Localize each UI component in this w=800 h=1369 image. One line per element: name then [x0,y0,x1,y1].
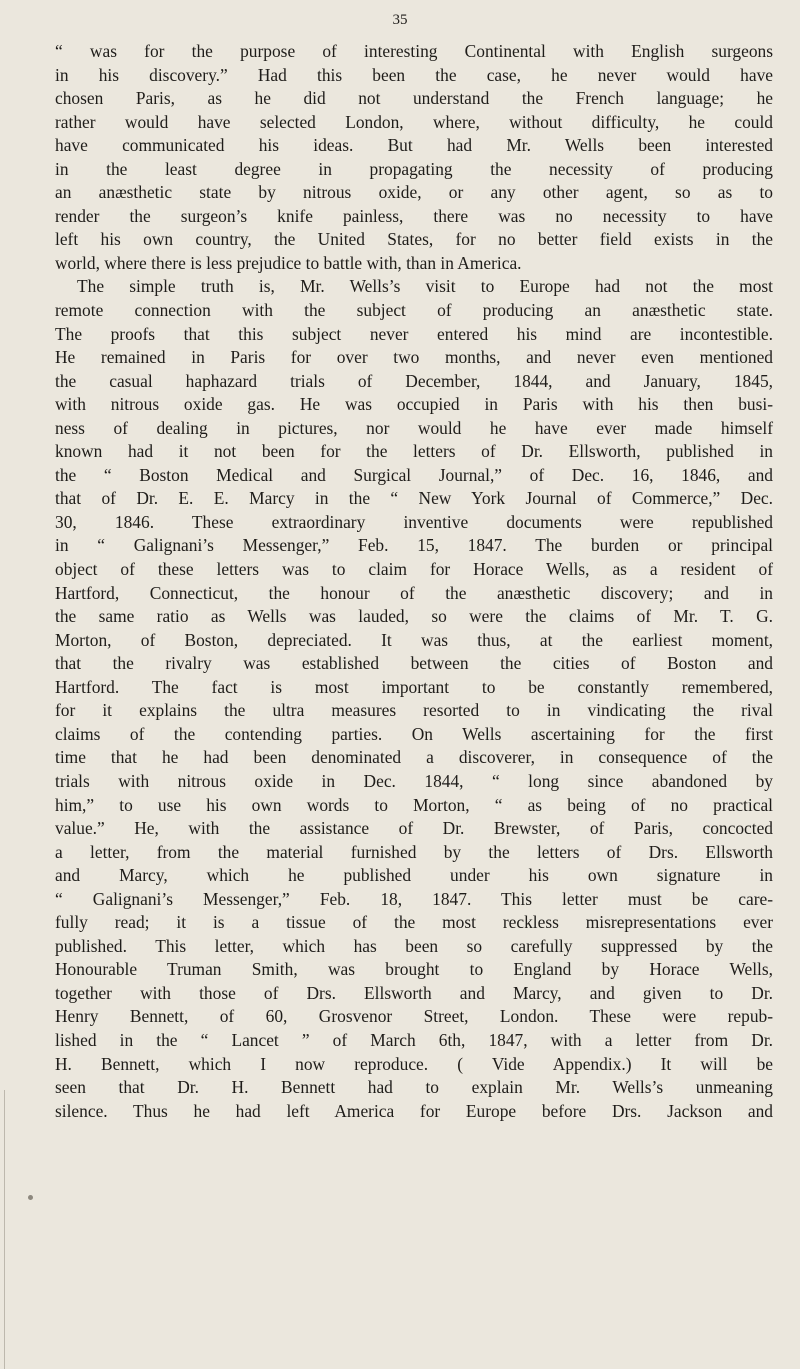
text-line: Hartford. The fact is most important to be constantly remembered, [55,676,773,697]
text-line: lished in the “ Lancet ” of March 6th, 1847, with a letter from Dr. [55,1029,773,1050]
text-line: that the rivalry was established between the cities of Boston and [55,653,773,674]
text-line: in his discovery.” Had this been the case, he never would have [55,64,773,85]
text-line: “ was for the purpose of interesting Continental with English surgeons [55,41,773,61]
text-line: and Marcy, which he published under his own signature in [55,865,773,886]
text-line: value.” He, with the assistance of Dr. Brewster, of Paris, concocted [55,818,773,839]
text-line: remote connection with the subject of producing an anæsthetic state. [55,300,773,321]
text-line: him,” to use his own words to Morton, “ as being of no practical [55,794,773,815]
text-line: fully read; it is a tissue of the most reckless misrepresentations ever [55,912,773,933]
text-line: trials with nitrous oxide in Dec. 1844, “ long since abandoned by [55,770,773,791]
text-line: the casual haphazard trials of December, 1844, and January, 1845, [55,370,773,391]
text-line: for it explains the ultra measures resorted to in vindicating the rival [55,700,773,721]
text-line: time that he had been denominated a discoverer, in consequence of the [55,747,773,768]
text-line: in “ Galignani’s Messenger,” Feb. 15, 1847. The burden or principal [55,535,773,556]
text-line: world, where there is less prejudice to battle with, than in America. [55,252,522,273]
text-line: have communicated his ideas. But had Mr. Wells been interested [55,135,773,156]
text-line: Morton, of Boston, depreciated. It was thus, at the earliest moment, [55,629,773,650]
text-line: The simple truth is, Mr. Wells’s visit to Europe had not the most [77,276,773,297]
text-line: with nitrous oxide gas. He was occupied in Paris with his then busi- [55,394,773,415]
text-line: chosen Paris, as he did not understand the French language; he [55,88,773,109]
text-line: claims of the contending parties. On Wells ascertaining for the first [55,723,773,744]
text-line: that of Dr. E. E. Marcy in the “ New York Journal of Commerce,” Dec. [55,488,773,509]
text-line: together with those of Drs. Ellsworth and Marcy, and given to Dr. [55,982,773,1003]
text-line: render the surgeon’s knife painless, there was no necessity to have [55,205,773,226]
text-line: silence. Thus he had left America for Europe before Drs. Jackson and [55,1100,773,1121]
text-line: The proofs that this subject never entered his mind are incontestible. [55,323,773,344]
text-line: left his own country, the United States, for no better field exists in the [55,229,773,250]
page-number: 35 [392,12,408,28]
text-line: the “ Boston Medical and Surgical Journal,” of Dec. 16, 1846, and [55,464,773,485]
text-line: Honourable Truman Smith, was brought to England by Horace Wells, [55,959,773,980]
text-line: “ Galignani’s Messenger,” Feb. 18, 1847. This letter must be care- [55,888,773,909]
text-line: in the least degree in propagating the necessity of producing [55,158,773,179]
text-line: ness of dealing in pictures, nor would he have ever made himself [55,417,773,438]
text-line: He remained in Paris for over two months, and never even mentioned [55,347,773,368]
text-line: the same ratio as Wells was lauded, so were the claims of Mr. T. G. [55,606,773,627]
text-line: seen that Dr. H. Bennett had to explain Mr. Wells’s unmeaning [55,1077,773,1098]
page-edge-rule [4,1090,5,1369]
text-line: published. This letter, which has been so carefully suppressed by the [55,935,773,956]
text-line: Henry Bennett, of 60, Grosvenor Street, London. These were repub- [55,1006,773,1027]
text-line: H. Bennett, which I now reproduce. ( Vide Appendix.) It will be [55,1053,773,1074]
text-line: a letter, from the material furnished by the letters of Drs. Ellsworth [55,841,773,862]
text-line: object of these letters was to claim for Horace Wells, as a resident of [55,559,773,580]
text-line: rather would have selected London, where, without difficulty, he could [55,111,773,132]
ink-mark [28,1195,33,1200]
text-line: known had it not been for the letters of Dr. Ellsworth, published in [55,441,773,462]
text-line: Hartford, Connecticut, the honour of the anæsthetic discovery; and in [55,582,773,603]
text-line: 30, 1846. These extraordinary inventive documents were republished [55,511,773,532]
page-body-text [55,40,773,1123]
text-line: an anæsthetic state by nitrous oxide, or any other agent, so as to [55,182,773,203]
